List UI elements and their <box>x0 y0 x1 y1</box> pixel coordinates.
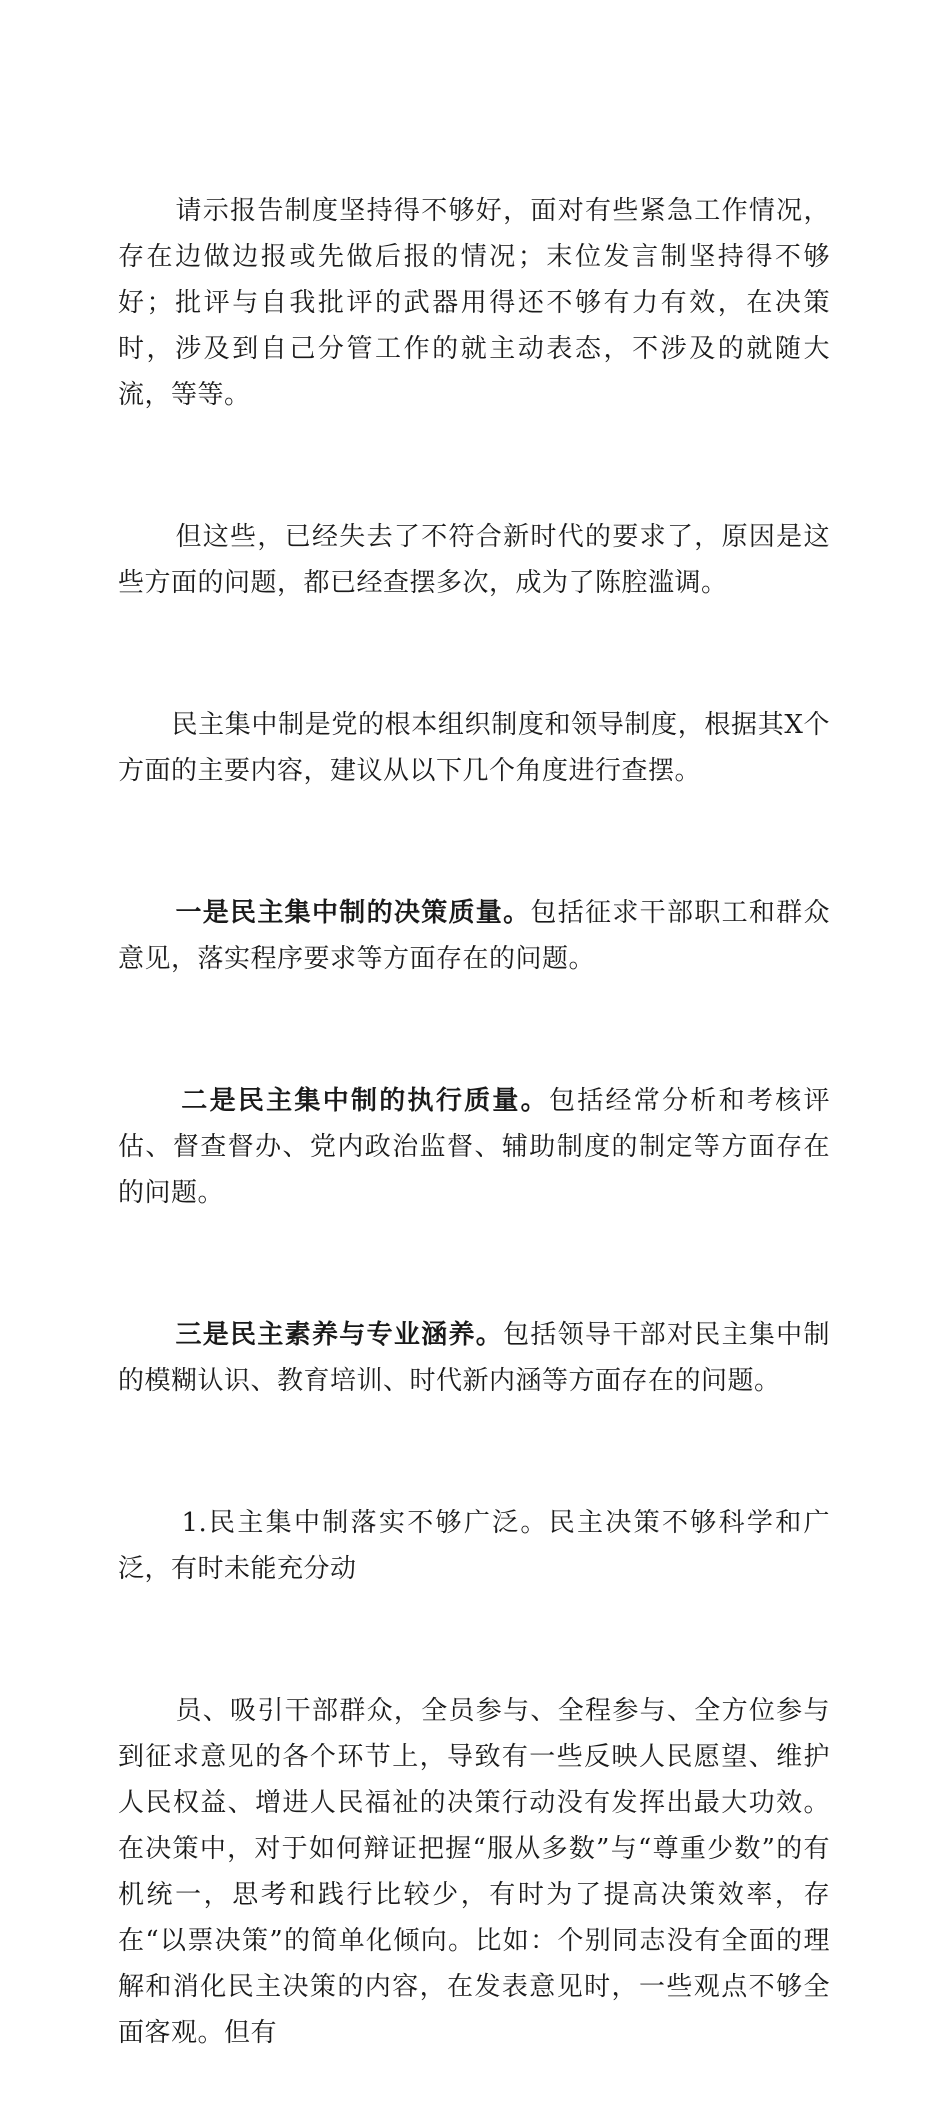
paragraph-lead-bold: 一是民主集中制的决策质量。 <box>175 898 531 928</box>
document-body <box>118 142 830 2102</box>
paragraph-text: 包括领导干部对民主集中制的模糊认识、教育培训、时代新内涵等方面存在的问题。 <box>118 1320 830 1396</box>
paragraph-text: 包括经常分析和考核评估、督查督办、党内政治监督、辅助制度的制定等方面存在的问题。 <box>118 1086 830 1208</box>
paragraph-point-two <box>118 1032 830 1262</box>
paragraph-democratic-centralism-intro <box>118 656 830 840</box>
paragraph-text: 民主集中制是党的根本组织制度和领导制度，根据其X个方面的主要内容，建议从以下几个角度进行查摆。 <box>118 710 830 786</box>
paragraph-text: 包括征求干部职工和群众意见，落实程序要求等方面存在的问题。 <box>118 898 830 974</box>
paragraph-outdated-issues <box>118 468 830 652</box>
paragraph-text: 请示报告制度坚持得不够好，面对有些紧急工作情况，存在边做边报或先做后报的情况；末位发言制坚持得不够好；批评与自我批评的武器用得还不够有力有效，在决策时，涉及到自己分管工作的就主动表态，不涉及的就随大流，等等。 <box>118 196 830 410</box>
paragraph-lead-bold: 二是民主集中制的执行质量。 <box>181 1086 549 1116</box>
paragraph-point-one <box>118 844 830 1028</box>
paragraph-point-three <box>118 1266 830 1450</box>
paragraph-reporting-system <box>118 142 830 464</box>
paragraph-text: 但这些，已经失去了不符合新时代的要求了，原因是这些方面的问题，都已经查摆多次，成为了陈腔滥调。 <box>118 522 830 598</box>
paragraph-text: 员、吸引干部群众，全员参与、全程参与、全方位参与到征求意见的各个环节上，导致有一些反映人民愿望、维护人民权益、增进人民福祉的决策行动没有发挥出最大功效。在决策中，对于如何辩证把握“服从多数”与“尊重少数”的有机统一，思考和践行比较少，有时为了提高决策效率，存在“以票决策”的简单化倾向。比如：个别同志没有全面的理解和消化民主决策的内容，在发表意见时，一些观点不够全面客观。但有 <box>118 1696 830 2048</box>
paragraph-item-one <box>118 1454 830 1638</box>
paragraph-text: 1.民主集中制落实不够广泛。民主决策不够科学和广泛，有时未能充分动 <box>118 1508 830 1584</box>
paragraph-lead-bold: 三是民主素养与专业涵养。 <box>175 1320 504 1350</box>
paragraph-item-one-continued <box>118 1642 830 2102</box>
